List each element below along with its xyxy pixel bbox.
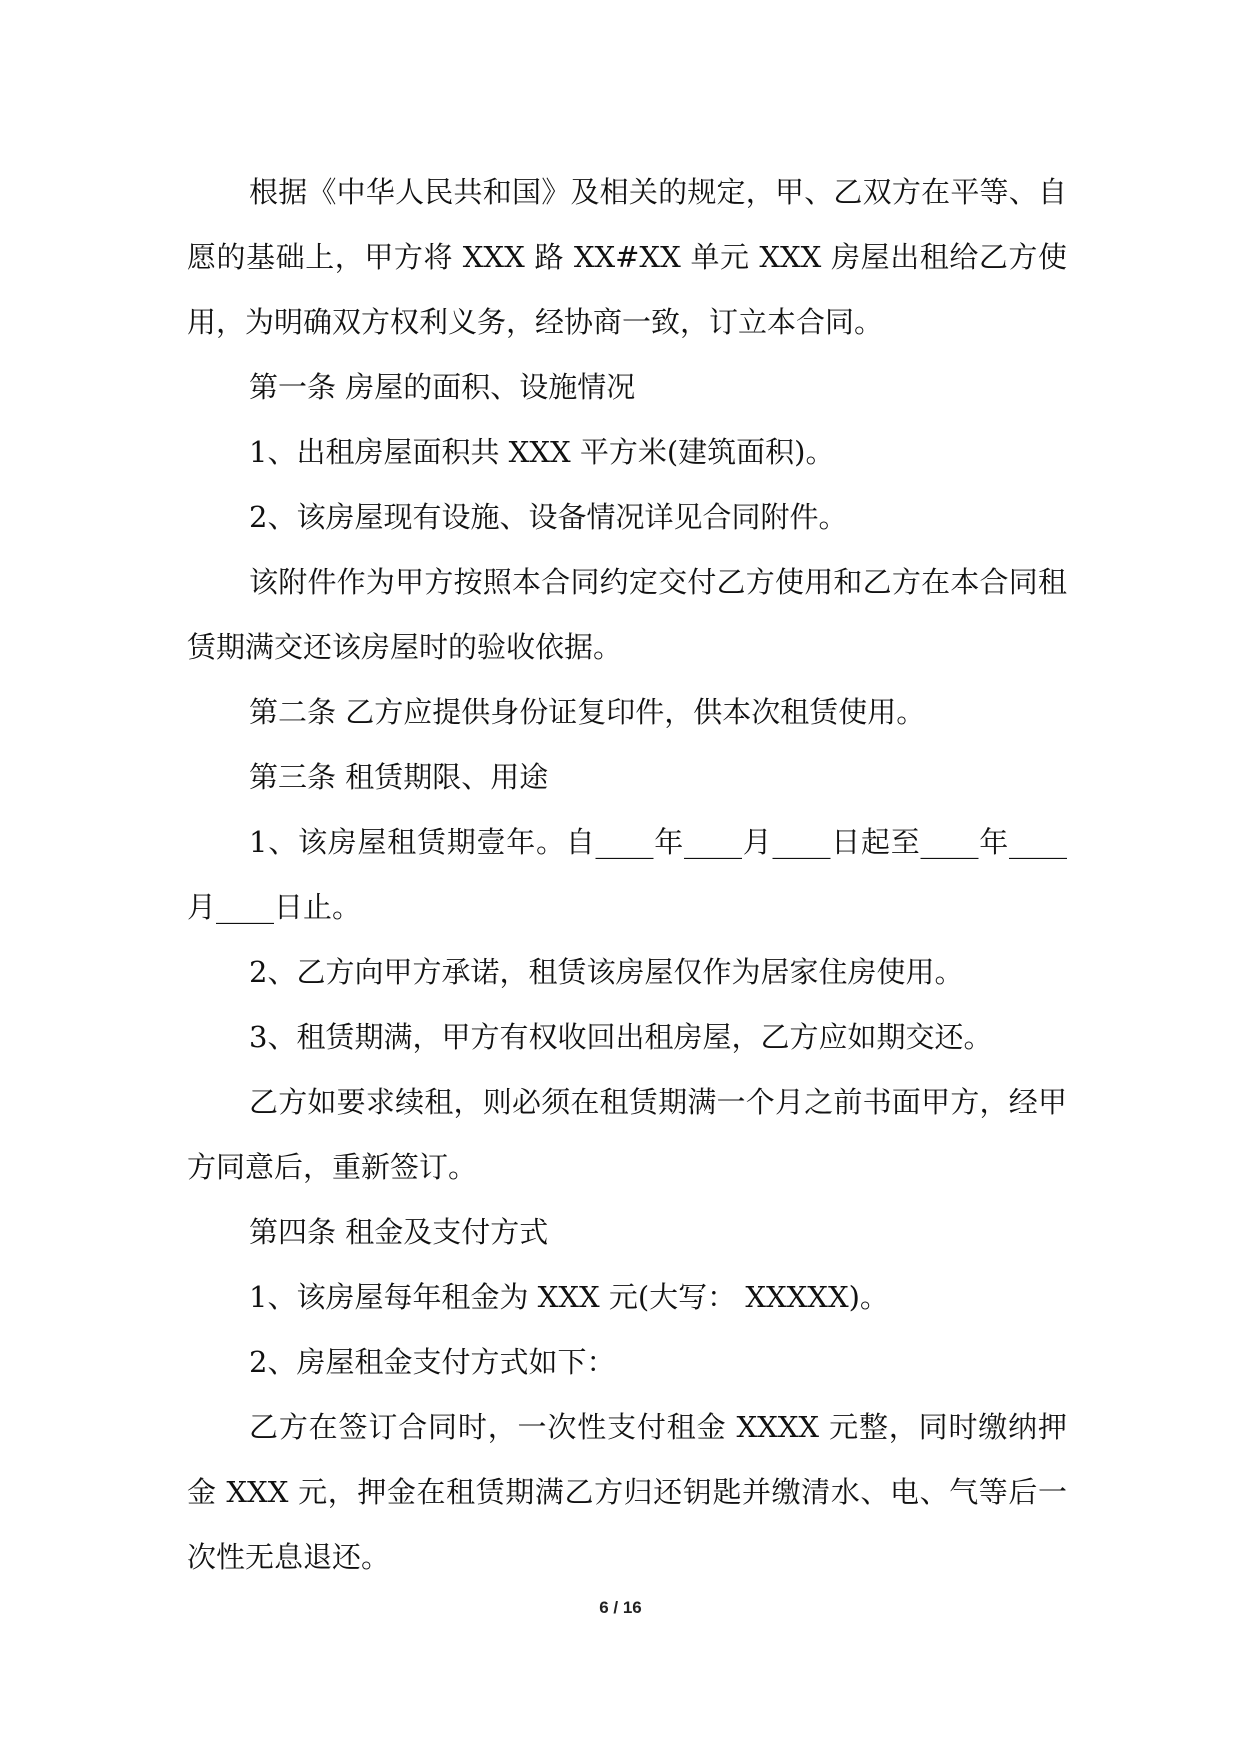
- paragraph-intro: 根据《中华人民共和国》及相关的规定，甲、乙双方在平等、自愿的基础上，甲方将 XXX 路 XX#XX 单元 XXX 房屋出租给乙方使用，为明确双方权利义务，经协商一致，订立本合同。: [187, 175, 1067, 339]
- article-1-attachment-note: 该附件作为甲方按照本合同约定交付乙方使用和乙方在本合同租赁期满交还该房屋时的验收依据。: [187, 565, 1067, 664]
- article-1-heading: 第一条 房屋的面积、设施情况: [249, 370, 636, 404]
- article-4-item-2: 2、房屋租金支付方式如下：: [249, 1345, 616, 1379]
- article-1-item-1: 1、出租房屋面积共 XXX 平方米(建筑面积)。: [249, 435, 835, 469]
- article-3-item-3: 3、租赁期满，甲方有权收回出租房屋，乙方应如期交还。: [249, 1020, 993, 1054]
- article-3-heading: 第三条 租赁期限、用途: [249, 760, 549, 794]
- article-3-item-2: 2、乙方向甲方承诺，租赁该房屋仅作为居家住房使用。: [249, 955, 964, 989]
- article-2-heading: 第二条 乙方应提供身份证复印件，供本次租赁使用。: [249, 695, 926, 729]
- article-3-renewal-note: 乙方如要求续租，则必须在租赁期满一个月之前书面甲方，经甲方同意后，重新签订。: [187, 1085, 1067, 1184]
- page-number: 6 / 16: [599, 1598, 642, 1617]
- article-4-heading: 第四条 租金及支付方式: [249, 1215, 549, 1249]
- document-body: [187, 160, 1067, 1590]
- article-4-payment-note: 乙方在签订合同时，一次性支付租金 XXXX 元整，同时缴纳押金 XXX 元，押金在租赁期满乙方归还钥匙并缴清水、电、气等后一次性无息退还。: [187, 1410, 1067, 1574]
- article-4-item-1: 1、该房屋每年租金为 XXX 元(大写： XXXXX)。: [249, 1280, 889, 1314]
- article-3-item-1: 1、该房屋租赁期壹年。自____年____月____日起至____年____月____日止。: [187, 825, 1067, 924]
- article-1-item-2: 2、该房屋现有设施、设备情况详见合同附件。: [249, 500, 848, 534]
